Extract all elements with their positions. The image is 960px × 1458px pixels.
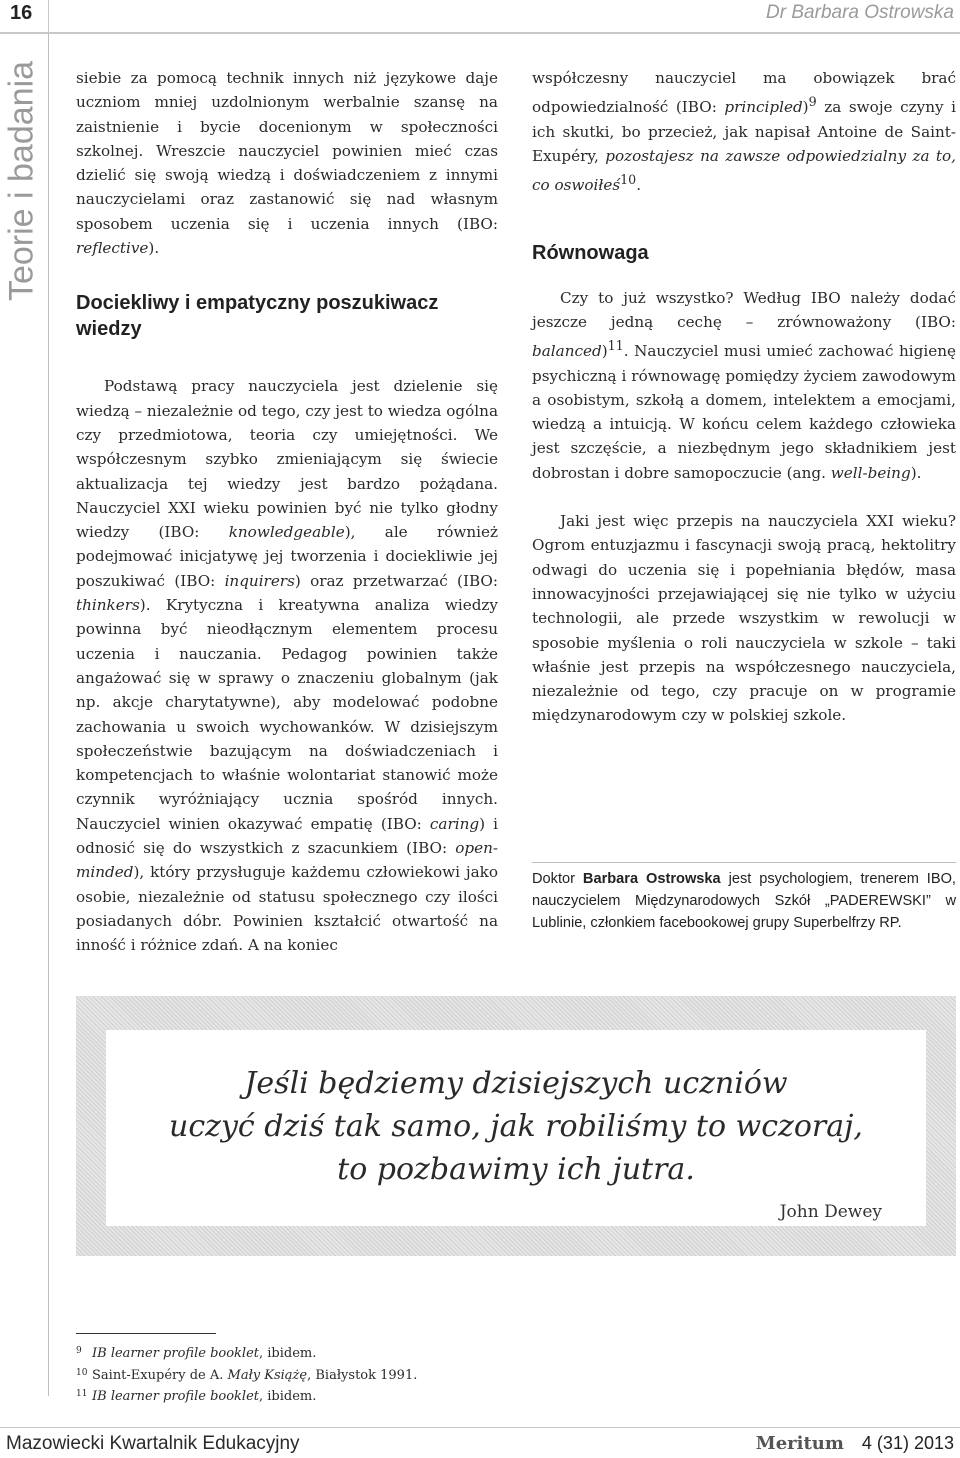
section-heading-balance: Równowaga (532, 241, 649, 264)
header-rule (0, 32, 960, 34)
left-paragraph-2: Podstawą pracy nauczyciela jest dzielenie się wiedzą – niezależnie od tego, czy jest to wiedza ogólna czy przedmiotowa, teoria czy umiejętności. We współczesnym szybko zmieniającym się świecie aktualizacja tej wiedzy jest bardzo pożądana. Nauczyciel XXI wieku powinien być nie tylko głodny wiedzy (IBO: knowledgeable), ale również podejmować inicjatywę jej tworzenia i dociekliwie jej poszukiwać (IBO: inquirers) oraz przetwarzać (IBO: thinkers). Krytyczna i kreatywna analiza wiedzy powinna być nieodłącznym elementem procesu uczenia i nauczania. Pedagog powinien także angażować się w sprawy o znaczeniu globalnym (jak np. akcje charytatywne), aby modelować podobne zachowania u swoich wychowanków. W dzisiejszym społeczeństwie bazującym na doświadczeniach i kompetencjach to właśnie wolontariat stanowić może czynnik wyróżniający ucznia spośród innych. Nauczyciel winien okazywać empatię (IBO: caring) i odnosić się do wszystkich z szacunkiem (IBO: open-minded), który przysługuje każdemu człowiekowi jako osobie, niezależnie od statusu społecznego czy ilości posiadanych dóbr. Powinien kształcić otwartość na inność i różnice zdań. A na koniec (76, 377, 498, 955)
right-column (532, 66, 956, 728)
side-rule (48, 34, 49, 1396)
bio-separator (532, 862, 956, 863)
page-header (0, 0, 960, 28)
journal-name: Mazowiecki Kwartalnik Edukacyjny (6, 1433, 300, 1454)
footnote-10: $^{10}$ Saint-Exupéry de A. Mały Książę, Białystok 1991. (76, 1367, 418, 1383)
right-paragraph-1: współczesny nauczyciel ma obowiązek brać odpowiedzialność (IBO: principled)$^9$ za swoje czyny i ich skutki, bo przecież, jak napisał Antoine de Saint-Exupéry, pozostajesz na zawsze odpowiedzialny za to, co oswoiłeś$^{10}$. (532, 69, 956, 195)
footnote-9: $^9$ IB learner profile booklet, ibidem. (76, 1346, 317, 1361)
quote-panel (106, 1030, 926, 1226)
footnote-11: $^{11}$ IB learner profile booklet, ibidem. (76, 1389, 317, 1404)
left-paragraph-1: siebie za pomocą technik innych niż językowe daje uczniom mniej uzdolnionym werbalnie szansę na zaistnienie i bycie docenionym w społeczności szkolnej. Wreszcie nauczyciel powinien mieć czas dzielić się swoją wiedzą i doświadczeniem z innymi nauczycielami oraz zastanowić się nad własnym sposobem uczenia się i uczenia innych (IBO: reflective). (76, 69, 498, 258)
quote-author: John Dewey (779, 1202, 882, 1222)
section-heading-curious: Dociekliwy i empatyczny poszukiwacz wiedzy (76, 292, 439, 341)
right-paragraph-3: Jaki jest więc przepis na nauczyciela XXI wieku? Ogrom entuzjazmu i fascynacji swoją pracą, hektolitry odwagi do uczenia się i popełniania błędów, masa innowacyjności przejawiającej się nie tylko w użyciu technologii, ale przede wszystkim w rewolucji w sposobie myślenia o roli nauczyciela w szkole – taki właśnie jest przepis na współczesnego nauczyciela, niezależnie od tego, czy pracuje on w programie międzynarodowym czy w polskiej szkole. (532, 512, 956, 725)
footer-rule (0, 1427, 960, 1428)
section-label (0, 36, 44, 326)
page-number: 16 (10, 2, 33, 24)
footer-issue (756, 1433, 954, 1454)
left-column (76, 66, 498, 958)
quote-line: Jeśli będziemy dzisiejszych uczniów (244, 1066, 788, 1101)
issue-number: 4 (31) 2013 (861, 1433, 954, 1453)
footnote-rule (76, 1333, 216, 1334)
header-author: Dr Barbara Ostrowska (766, 2, 954, 23)
quote-text (106, 1062, 926, 1191)
section-label-text: Teorie i badania (2, 60, 41, 302)
author-bio: Doktor Barbara Ostrowska jest psychologiem, trenerem IBO, nauczycielem Międzynarodowych Szkół „PADEREWSKI” w Lublinie, członkiem facebookowej grupy Superbelfrzy RP. (532, 871, 956, 931)
footnotes (76, 1342, 676, 1407)
quote-box (76, 996, 956, 1256)
quote-line: to pozbawimy ich jutra. (337, 1152, 695, 1187)
right-paragraph-2: Czy to już wszystko? Według IBO należy dodać jeszcze jedną cechę – zrównoważony (IBO: balanced)$^{11}$. Nauczyciel musi umieć zachować higienę psychiczną i równowagę pomiędzy życiem zawodowym a osobistym, szkołą a domem, intelektem a emocjami, wiedzą a intuicją. W końcu celem każdego człowieka jest szczęście, a niezbędnym jego składnikiem jest dobrostan i dobre samopoczucie (ang. well-being). (532, 288, 956, 482)
header-divider (48, 0, 49, 32)
brand-name: Meritum (755, 1433, 844, 1454)
quote-line: uczyć dziś tak samo, jak robiliśmy to wczoraj, (169, 1109, 863, 1144)
